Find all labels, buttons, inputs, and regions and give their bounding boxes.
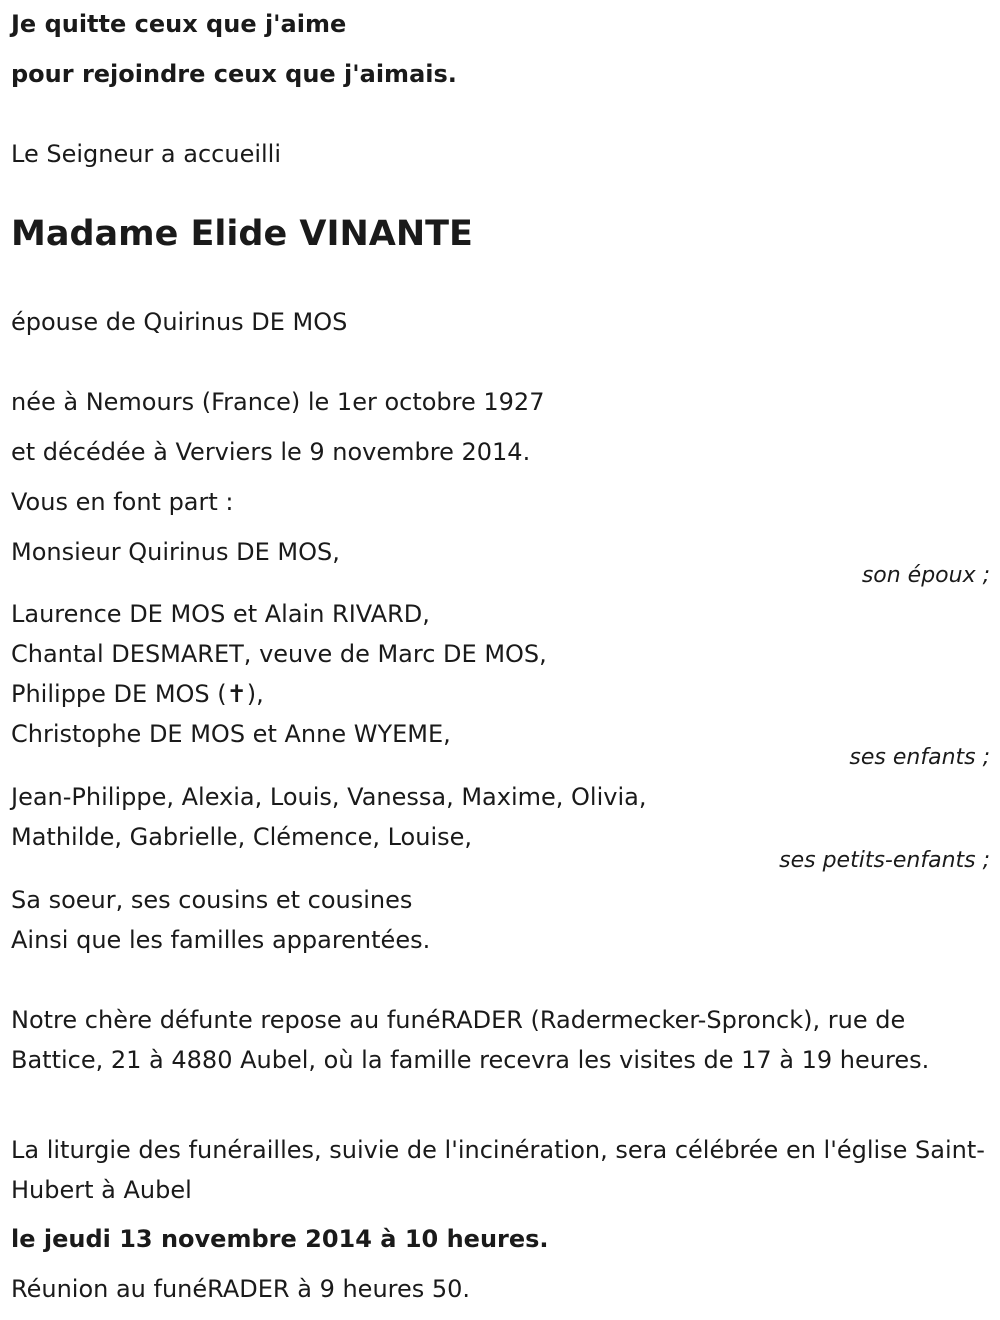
announce-line: Vous en font part : <box>11 488 234 516</box>
spouse-line: épouse de Quirinus DE MOS <box>11 308 348 336</box>
grandchildren-line: Mathilde, Gabrielle, Clémence, Louise, <box>11 823 473 851</box>
child-name: Chantal DESMARET, veuve de Marc DE MOS, <box>11 640 547 668</box>
other-family-line: Ainsi que les familles apparentées. <box>11 926 431 954</box>
other-family-line: Sa soeur, ses cousins et cousines <box>11 886 413 914</box>
relation-spouse: son époux ; <box>861 563 990 588</box>
intro-text: Le Seigneur a accueilli <box>11 140 282 168</box>
spouse-name: Monsieur Quirinus DE MOS, <box>11 538 340 566</box>
child-name: Laurence DE MOS et Alain RIVARD, <box>11 600 430 628</box>
relation-grandchildren: ses petits-enfants ; <box>779 848 990 873</box>
grandchildren-line: Jean-Philippe, Alexia, Louis, Vanessa, Maxime, Olivia, <box>11 783 647 811</box>
deceased-name: Madame Elide VINANTE <box>11 214 473 254</box>
birth-line: née à Nemours (France) le 1er octobre 1927 <box>11 388 545 416</box>
child-name: Philippe DE MOS (✝), <box>11 680 264 708</box>
death-line: et décédée à Verviers le 9 novembre 2014. <box>11 438 531 466</box>
liturgy-paragraph: La liturgie des funérailles, suivie de l'incinération, sera célébrée en l'église Saint-Hubert à Aubel <box>11 1136 985 1204</box>
relation-children: ses enfants ; <box>849 745 990 770</box>
visitation-paragraph: Notre chère défunte repose au funéRADER (Radermecker-Spronck), rue de Battice, 21 à 4880 Aubel, où la famille recevra les visites de 17 à 19 heures. <box>11 1006 930 1074</box>
ceremony-date: le jeudi 13 novembre 2014 à 10 heures. <box>11 1225 549 1253</box>
child-name: Christophe DE MOS et Anne WYEME, <box>11 720 451 748</box>
epitaph-line-1: Je quitte ceux que j'aime <box>11 10 347 38</box>
gathering-line: Réunion au funéRADER à 9 heures 50. <box>11 1275 471 1303</box>
epitaph-line-2: pour rejoindre ceux que j'aimais. <box>11 60 457 88</box>
